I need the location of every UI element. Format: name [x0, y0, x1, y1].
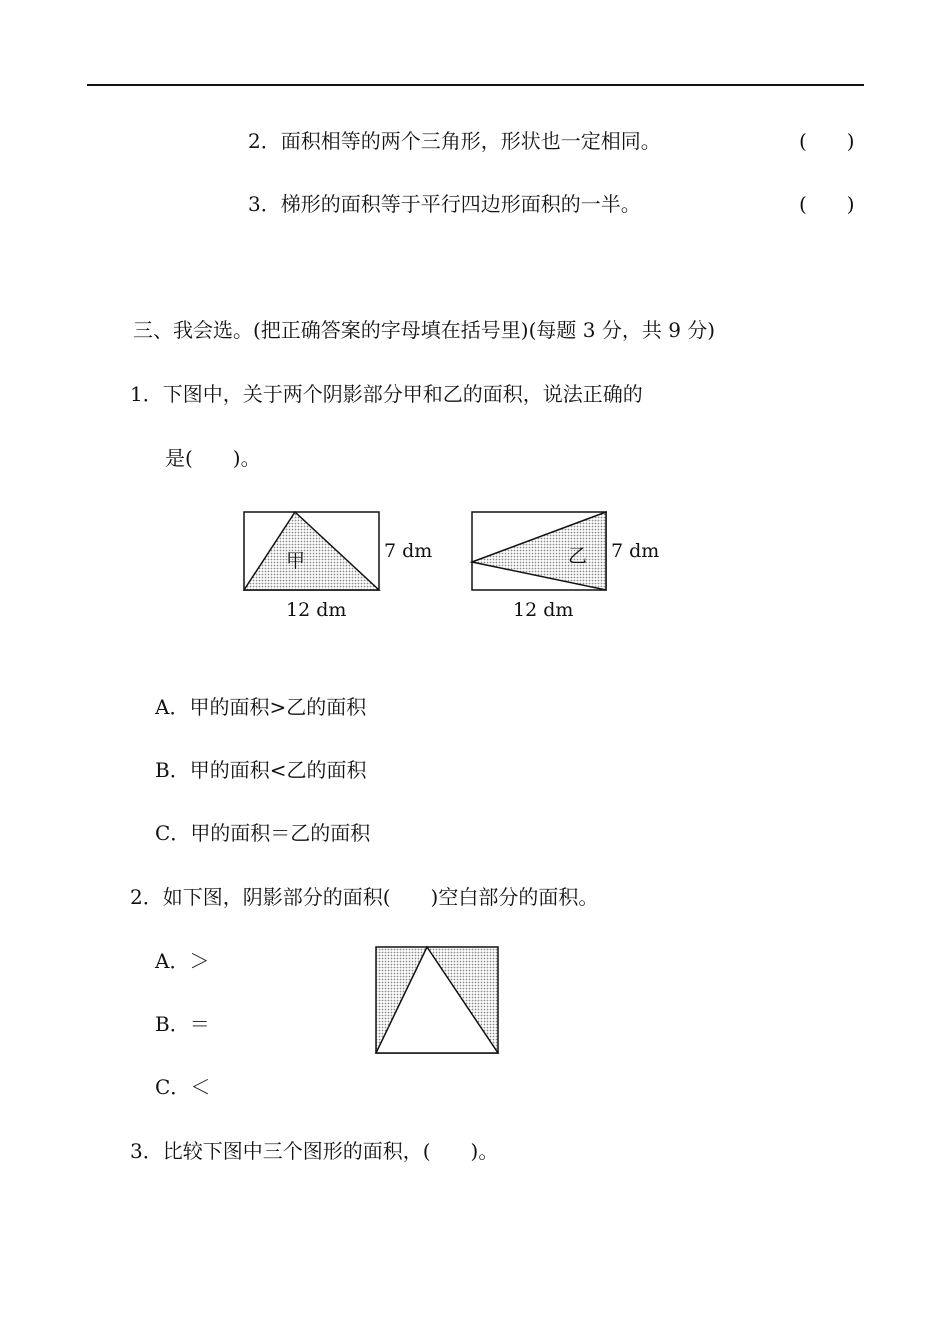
q1-option-b-letter: B． [155, 758, 190, 782]
q2-option-a-letter: A． [155, 949, 190, 973]
q1-option-a-letter: A． [155, 695, 190, 719]
judge-q3-number: 3． [248, 192, 281, 216]
q3-stem[interactable]: 3．比较下图中三个图形的面积，( )。 [130, 1139, 499, 1163]
q1-option-c-text: 甲的面积＝乙的面积 [190, 821, 371, 845]
judge-q3-answer-bracket[interactable]: ( ) [799, 192, 855, 216]
fig1-shape-label: 甲 [286, 550, 306, 572]
fig2-shape-label: 乙 [568, 545, 588, 567]
q2-stem[interactable]: 2．如下图，阴影部分的面积( )空白部分的面积。 [130, 885, 599, 909]
q1-option-a-text: 甲的面积>乙的面积 [189, 695, 367, 719]
fig2-width-label: 12 dm [513, 599, 574, 621]
section-heading: 三、我会选。(把正确答案的字母填在括号里)(每题 3 分，共 9 分) [133, 318, 716, 342]
judge-q2-text: 面积相等的两个三角形，形状也一定相同。 [280, 129, 661, 153]
fig1-height-label: 7 dm [384, 540, 433, 562]
q2-option-b-letter: B． [155, 1012, 190, 1036]
q2-option-b-text: ＝ [189, 1012, 210, 1036]
q2-option-c-text: ＜ [190, 1075, 211, 1099]
fig2-height-label: 7 dm [611, 540, 660, 562]
q2-option-a-text: ＞ [189, 949, 210, 973]
q1-option-c-letter: C． [155, 821, 191, 845]
q1-stem-line2[interactable]: 是( )。 [165, 446, 261, 470]
q2-option-c-letter: C． [155, 1075, 191, 1099]
fig1-width-label: 12 dm [286, 599, 347, 621]
judge-q3-text: 梯形的面积等于平行四边形面积的一半。 [280, 192, 641, 216]
judge-q2-answer-bracket[interactable]: ( ) [799, 129, 855, 153]
q1-stem-line1: 1．下图中，关于两个阴影部分甲和乙的面积，说法正确的 [130, 382, 643, 406]
q1-option-b-text: 甲的面积<乙的面积 [189, 758, 367, 782]
judge-q2-number: 2． [248, 129, 281, 153]
